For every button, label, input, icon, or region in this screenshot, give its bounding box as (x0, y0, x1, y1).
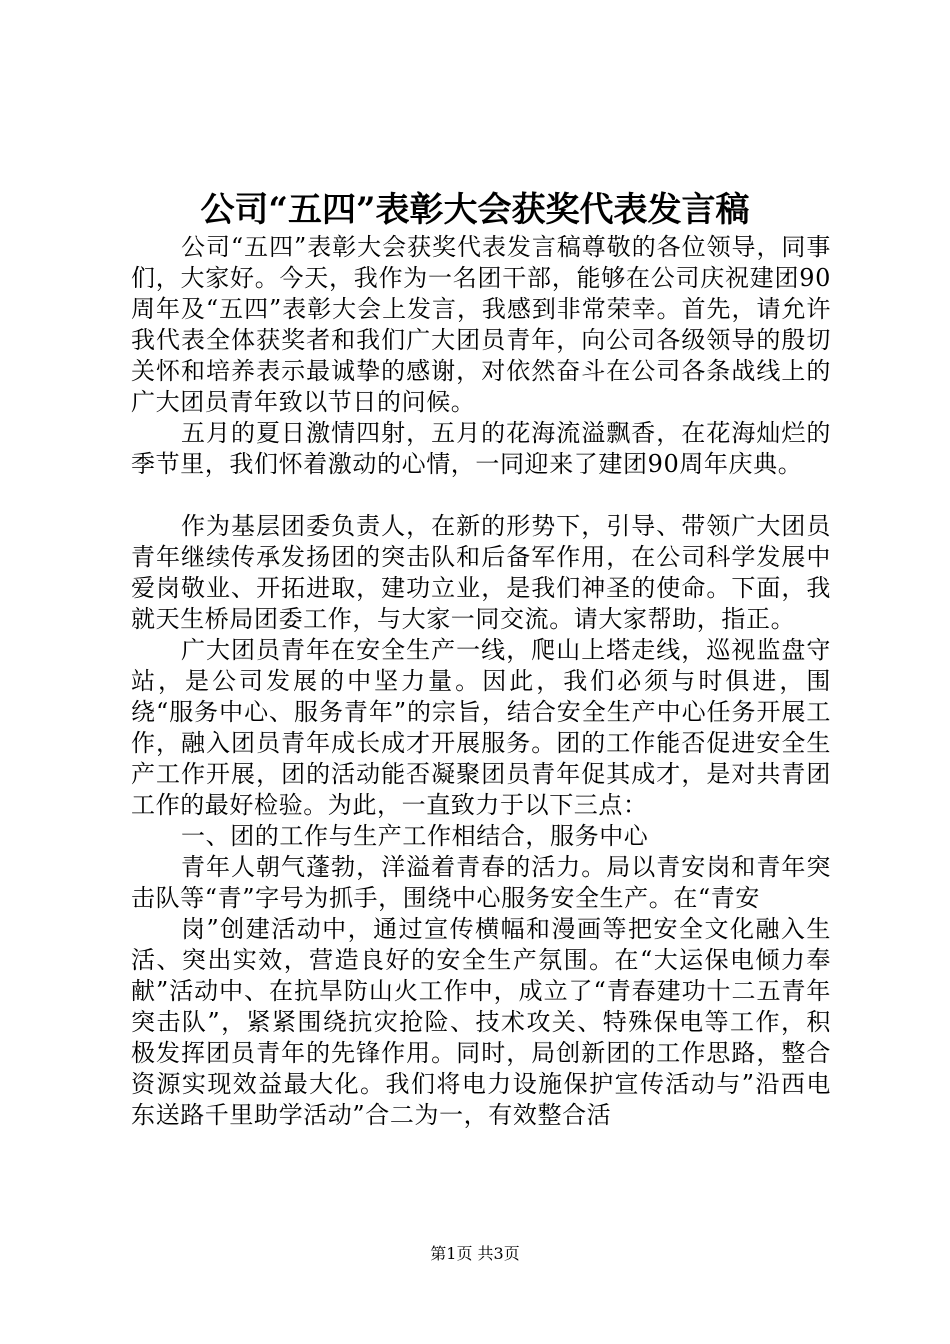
document-title: 公司“五四”表彰大会获奖代表发言稿 (200, 190, 750, 230)
paragraph-youth: 广大团员青年在安全生产一线，爬山上塔走线，巡视监盘守站，是公司发展的中坚力量。因此，我们必须与时俱进，围绕“服务中心、服务青年”的宗旨，结合安全生产中心任务开展工作，融入团员青年成长成才开展服务。团的工作能否促进安全生产工作开展，团的活动能否凝聚团员青年促其成才，是对共青团工作的最好检验。为此，一直致力于以下三点： (131, 636, 831, 819)
paragraph-opening: 公司“五四”表彰大会获奖代表发言稿尊敬的各位领导，同事们，大家好。今天，我作为一名团干部，能够在公司庆祝建团90周年及“五四”表彰大会上发言，我感到非常荣幸。首先，请允许我代表全体获奖者和我们广大团员青年，向公司各级领导的殷切关怀和培养表示最诚挚的感谢，对依然奋斗在公司各条战线上的广大团员青年致以节日的问候。 (131, 233, 831, 416)
document-body (131, 232, 831, 1131)
paragraph-may: 五月的夏日激情四射，五月的花海流溢飘香，在花海灿烂的季节里，我们怀着激动的心情，一同迎来了建团90周年庆典。 (131, 419, 831, 478)
page-number: 第1页 共3页 (430, 1244, 520, 1263)
paragraph-activities: 岗”创建活动中，通过宣传横幅和漫画等把安全文化融入生活、突出实效，营造良好的安全生产氛围。在“大运保电倾力奉献”活动中、在抗旱防山火工作中，成立了“青春建功十二五青年突击队”，紧紧围绕抗灾抢险、技术攻关、特殊保电等工作，积极发挥团员青年的先锋作用。同时，局创新团的工作思路，整合资源实现效益最大化。我们将电力设施保护宣传活动与”沿西电东送路千里助学活动”合二为一，有效整合活 (131, 915, 831, 1129)
section-heading-1: 一、团的工作与生产工作相结合，服务中心 (181, 822, 649, 850)
paragraph-vigor: 青年人朝气蓬勃，洋溢着青春的活力。局以青安岗和青年突击队等“青”字号为抓手，围绕中心服务安全生产。在“青安 (131, 853, 831, 912)
paragraph-role: 作为基层团委负责人，在新的形势下，引导、带领广大团员青年继续传承发扬团的突击队和后备军作用，在公司科学发展中爱岗敬业、开拓进取，建功立业，是我们神圣的使命。下面，我就天生桥局团委工作，与大家一同交流。请大家帮助，指正。 (131, 512, 831, 633)
